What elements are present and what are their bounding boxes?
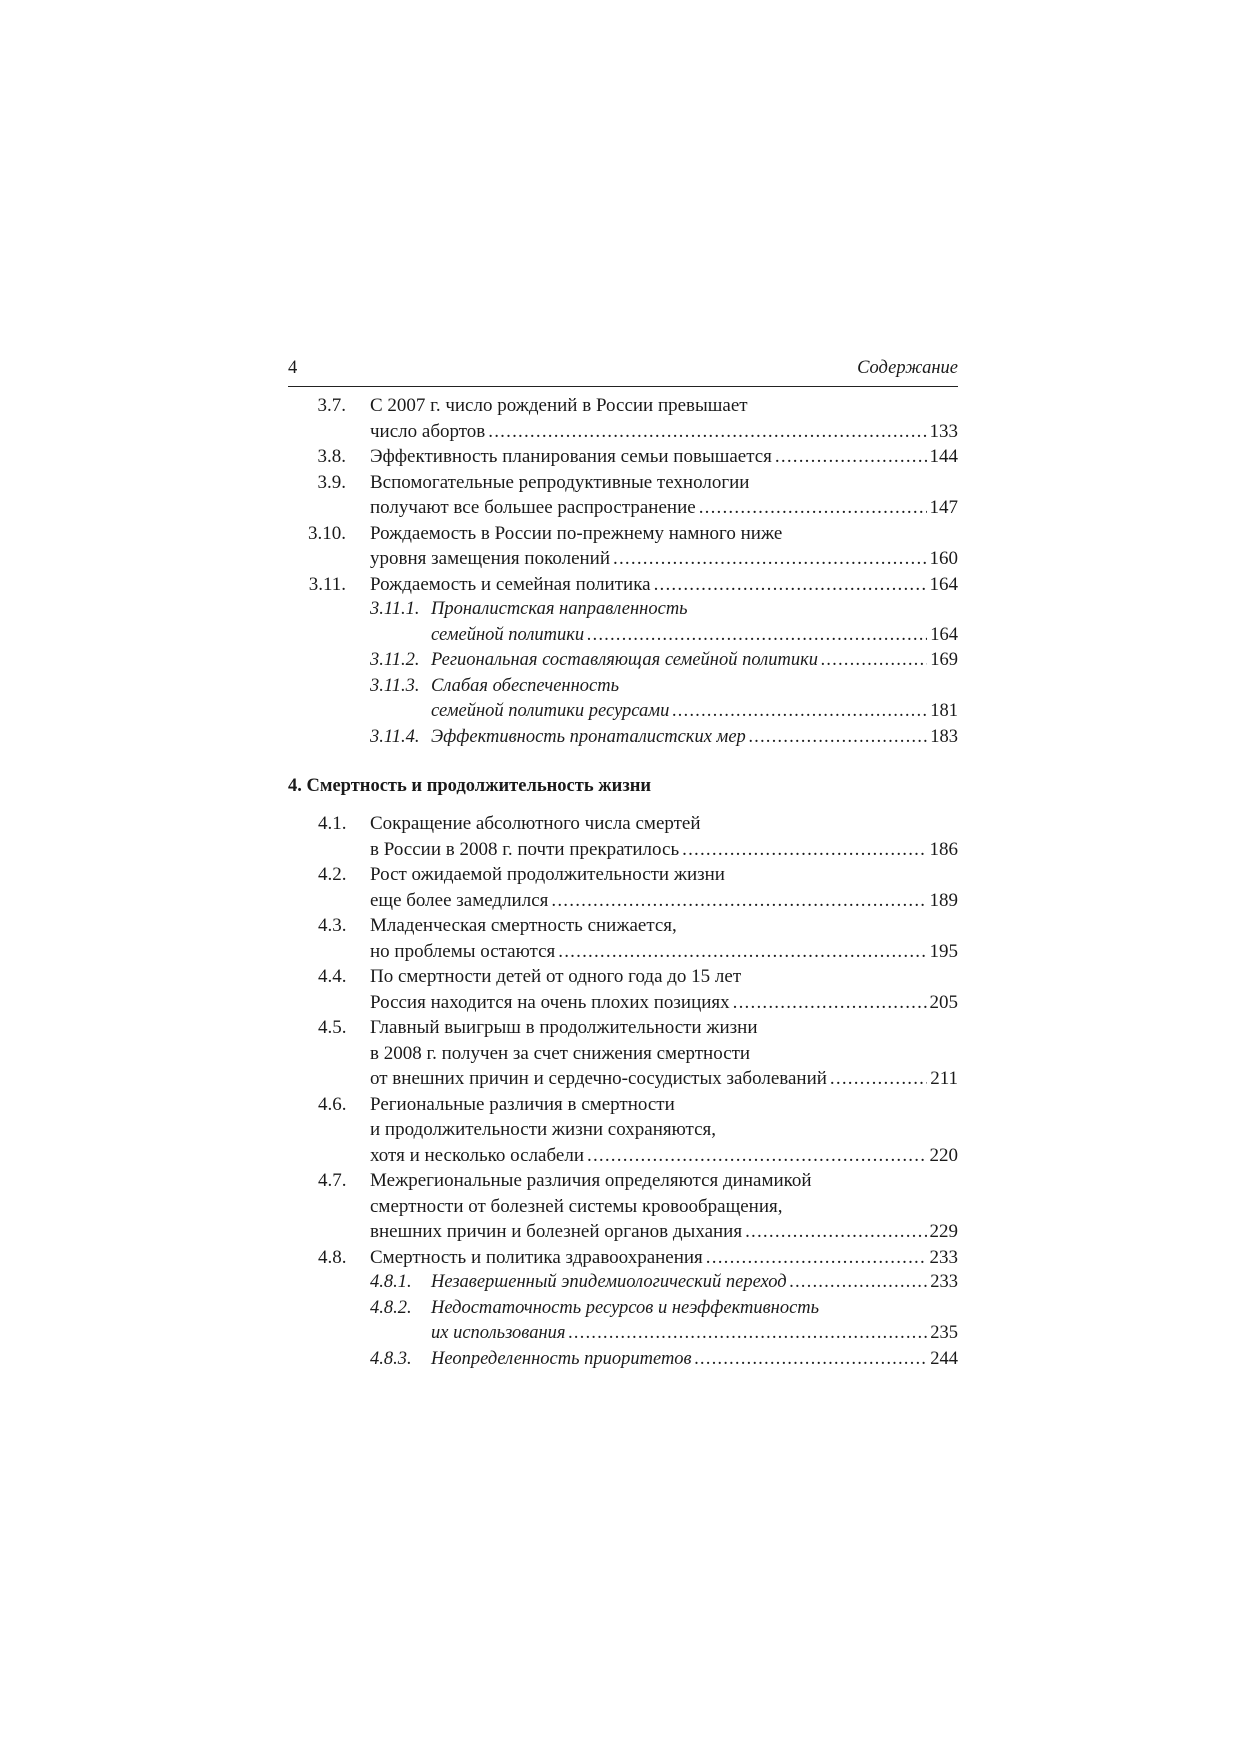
toc-entry-title-line: Незавершенный эпидемиологический переход [431, 1272, 787, 1292]
toc-entry[interactable] [288, 648, 958, 674]
toc-entry-title-line: уровня замещения поколений [370, 548, 611, 569]
toc-entry-title-line: Межрегиональные различия определяются динамикой [370, 1170, 812, 1191]
toc-section-4 [288, 811, 958, 1372]
toc-entry-title-line: Вспомогательные репродуктивные технологии [370, 471, 750, 493]
dot-leader [613, 546, 926, 572]
toc-entry[interactable] [288, 597, 958, 648]
dot-leader [682, 837, 926, 863]
toc-entry-title-line: Эффективность пронаталистских мер [431, 726, 746, 747]
toc-entry-title-line: в России в 2008 г. почти прекратилось [370, 838, 680, 860]
toc-entry-number: 3.8. [317, 446, 346, 467]
toc-entry-number: 4.8.2. [370, 1297, 412, 1318]
toc-entry-number: 4.3. [318, 915, 347, 936]
running-title: Содержание [857, 358, 958, 378]
toc-entry[interactable] [288, 1245, 958, 1271]
toc-entry[interactable] [288, 521, 958, 572]
toc-entry-number: 4.6. [318, 1093, 347, 1115]
dot-leader [695, 1347, 928, 1373]
toc-page-number: 220 [929, 1144, 958, 1166]
toc-page-number: 160 [929, 548, 958, 569]
dot-leader [790, 1270, 928, 1296]
toc-entry-number: 3.7. [317, 395, 346, 416]
toc-page-number: 147 [929, 497, 958, 518]
toc-entry[interactable] [288, 1015, 958, 1092]
toc-entry-title-line: в 2008 г. получен за счет снижения смертности [370, 1042, 751, 1064]
toc-entry-number: 4.5. [318, 1017, 347, 1038]
toc-entry-title-line: Слабая обеспеченность [431, 675, 619, 696]
toc-entry[interactable] [288, 393, 958, 444]
toc-entry[interactable] [288, 470, 958, 521]
toc-entry[interactable] [288, 913, 958, 964]
dot-leader [587, 1143, 927, 1169]
toc-entry-number: 3.9. [317, 471, 346, 493]
toc-entry-title-line: Региональная составляющая семейной политики [431, 650, 818, 670]
toc-entry-title-line: их использования [431, 1323, 566, 1343]
toc-entry-title-line: Недостаточность ресурсов и неэффективность [431, 1297, 820, 1318]
toc-entry[interactable] [288, 1296, 958, 1347]
dot-leader [672, 699, 927, 725]
toc-entry-number: 3.11.4. [370, 726, 420, 747]
toc-entry-title-line: число абортов [370, 420, 486, 442]
toc-page-number: 144 [929, 446, 958, 467]
toc-entry-number: 4.7. [318, 1170, 347, 1191]
toc-page-number: 229 [929, 1221, 958, 1242]
toc-entry[interactable] [288, 1347, 958, 1373]
toc-entry-title-line: Главный выигрыш в продолжительности жизни [370, 1017, 758, 1038]
dot-leader [488, 419, 926, 445]
dot-leader [558, 939, 926, 965]
dot-leader [821, 648, 927, 674]
toc-entry-title-line: получают все большее распространение [370, 497, 696, 518]
toc-page-number: 205 [929, 991, 958, 1013]
dot-leader [699, 495, 927, 521]
dot-leader [775, 444, 927, 470]
toc-entry-title-line: семейной политики ресурсами [431, 701, 670, 721]
toc-entry-title-line: Эффективность планирования семьи повышается [370, 446, 772, 467]
toc-entry-number: 3.11.1. [370, 599, 420, 619]
chapter-4-heading: 4. Смертность и продолжительность жизни [288, 776, 652, 796]
toc-page-number: 164 [929, 573, 958, 595]
toc-entry-title-line: Рождаемость и семейная политика [370, 573, 651, 595]
toc-entry-number: 3.10. [308, 522, 346, 544]
toc-entry[interactable] [288, 725, 958, 751]
toc-entry[interactable] [288, 1168, 958, 1245]
toc-page-number: 233 [930, 1272, 958, 1292]
toc-entry-number: 4.8. [318, 1246, 347, 1268]
toc-entry-title-line: Младенческая смертность снижается, [370, 915, 677, 936]
toc-page-number: 189 [929, 889, 958, 911]
toc-entry-title-line: смертности от болезней системы кровообращения, [370, 1195, 783, 1217]
toc-entry-title-line: Региональные различия в смертности [370, 1093, 675, 1115]
toc-page-number: 244 [930, 1348, 958, 1369]
toc-entry-title-line: Смертность и политика здравоохранения [370, 1246, 703, 1268]
dot-leader [733, 990, 927, 1016]
dot-leader [749, 725, 927, 751]
toc-entry-title-line: и продолжительности жизни сохраняются, [370, 1119, 716, 1140]
toc-entry-number: 4.8.1. [370, 1272, 412, 1292]
toc-entry-title-line: от внешних причин и сердечно-сосудистых заболеваний [370, 1068, 827, 1089]
toc-entry[interactable] [288, 1270, 958, 1296]
toc-entry[interactable] [288, 811, 958, 862]
dot-leader [587, 623, 927, 649]
toc-entry-number: 3.11.2. [370, 650, 420, 670]
toc-entry-title-line: С 2007 г. число рождений в России превышает [370, 395, 748, 416]
page-header [288, 356, 958, 387]
toc-entry-number: 4.2. [318, 864, 347, 885]
toc-entry-title-line: внешних причин и болезней органов дыхания [370, 1221, 743, 1242]
toc-entry[interactable] [288, 444, 958, 470]
toc-entry-title-line: Рождаемость в России по-прежнему намного ниже [370, 522, 783, 544]
toc-page-number: 235 [930, 1323, 958, 1343]
toc-page-number: 164 [930, 624, 958, 645]
toc-entry-title-line: Россия находится на очень плохих позициях [370, 991, 730, 1013]
dot-leader [745, 1219, 926, 1245]
dot-leader [654, 572, 927, 598]
toc-entry-title-line: но проблемы остаются [370, 940, 556, 962]
toc-entry-number: 4.8.3. [370, 1348, 412, 1369]
toc-entry-number: 3.11.3. [370, 675, 420, 696]
toc-page-number: 195 [929, 940, 958, 962]
toc-entry[interactable] [288, 1092, 958, 1169]
toc-entry[interactable] [288, 674, 958, 725]
toc-entry-title-line: хотя и несколько ослабели [370, 1144, 584, 1166]
toc-entry[interactable] [288, 964, 958, 1015]
toc-entry-title-line: Сокращение абсолютного числа смертей [370, 813, 701, 834]
dot-leader [830, 1066, 927, 1092]
toc-section-3 [288, 393, 958, 750]
toc-page-number: 211 [930, 1068, 958, 1089]
dot-leader [706, 1245, 927, 1271]
toc-entry-title-line: семейной политики [431, 624, 585, 645]
book-page [288, 356, 958, 1372]
toc-page-number: 133 [929, 420, 958, 442]
dot-leader [568, 1321, 927, 1347]
page-number: 4 [288, 358, 298, 378]
toc-page-number: 233 [929, 1246, 958, 1268]
toc-entry-title-line: По смертности детей от одного года до 15 лет [370, 966, 742, 987]
dot-leader [551, 888, 926, 914]
toc-entry-number: 4.4. [318, 966, 347, 987]
toc-entry-number: 4.1. [318, 813, 347, 834]
toc-page-number: 183 [930, 726, 958, 747]
toc-entry-title-line: Неопределенность приоритетов [431, 1348, 692, 1369]
toc-entry-number: 3.11. [308, 573, 346, 595]
toc-entry-title-line: Рост ожидаемой продолжительности жизни [370, 864, 725, 885]
toc-entry-title-line: Проналистская направленность [431, 599, 688, 619]
toc-entry[interactable] [288, 862, 958, 913]
toc-page-number: 169 [930, 650, 958, 670]
toc-entry-title-line: еще более замедлился [370, 889, 549, 911]
toc-page-number: 186 [929, 838, 958, 860]
toc-page-number: 181 [930, 701, 958, 721]
toc-entry[interactable] [288, 572, 958, 598]
